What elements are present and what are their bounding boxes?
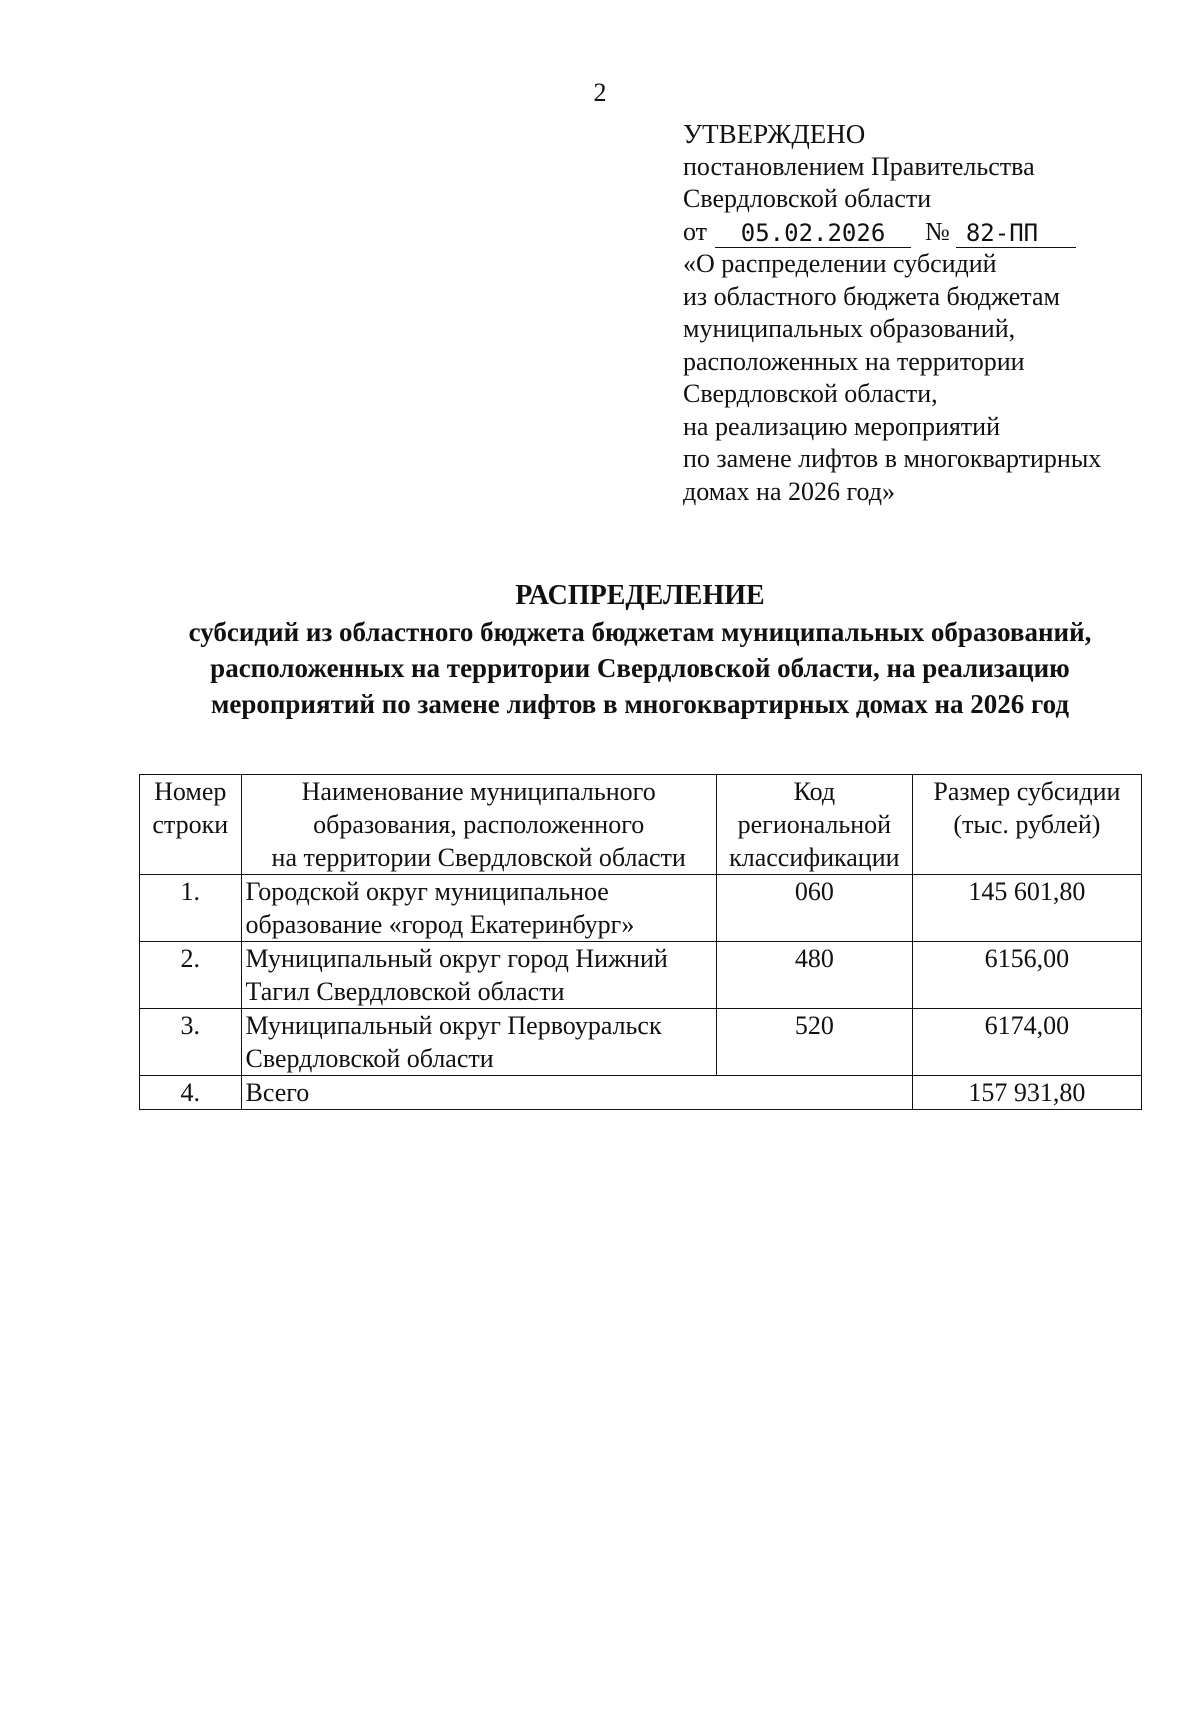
- header-subsidy-amount: Размер субсидии (тыс. рублей): [912, 775, 1141, 875]
- row-number: 3.: [140, 1009, 242, 1076]
- region-code: 060: [716, 875, 912, 942]
- title-line: мероприятий по замене лифтов в многоквартирных домах на 2026 год: [210, 689, 1070, 719]
- title-line: расположенных на территории Свердловской области, на реализацию: [210, 653, 1070, 683]
- subject-line: по замене лифтов в многоквартирных: [683, 444, 1102, 473]
- subject-line: муниципальных образований,: [683, 314, 1016, 343]
- table-header-row: [140, 775, 1142, 875]
- subject-line: на реализацию мероприятий: [683, 411, 1001, 441]
- page-number: 2: [593, 78, 607, 107]
- header-municipality-name: Наименование муниципального образования, расположенного на территории Свердловской области: [241, 775, 716, 875]
- table-total-row: [140, 1076, 1142, 1110]
- row-number: 1.: [140, 875, 242, 942]
- title-main: РАСПРЕДЕЛЕНИЕ: [515, 580, 765, 611]
- approval-line-2: Свердловской области: [683, 184, 932, 213]
- subject-line: Свердловской области,: [683, 379, 938, 408]
- municipality-name: Муниципальный округ город Нижний Тагил Свердловской области: [241, 942, 716, 1009]
- number-sign: №: [925, 216, 950, 246]
- approval-stamp-block: [683, 118, 1153, 508]
- region-code: 520: [716, 1009, 912, 1076]
- subsidy-amount: 6156,00: [912, 942, 1141, 1009]
- region-code: 480: [716, 942, 912, 1009]
- title-line: субсидий из областного бюджета бюджетам муниципальных образований,: [188, 617, 1092, 647]
- header-region-code: Код региональной классификации: [716, 775, 912, 875]
- total-label: Всего: [241, 1076, 912, 1110]
- municipality-name: Городской округ муниципальное образование «город Екатеринбург»: [241, 875, 716, 942]
- header-row-number: Номер строки: [140, 775, 242, 875]
- row-number: 4.: [140, 1076, 242, 1110]
- resolution-date: 05.02.2026: [715, 220, 911, 248]
- subject-line: домах на 2026 год»: [683, 476, 895, 506]
- date-prefix: от: [683, 216, 708, 246]
- resolution-number: 82-ПП: [956, 220, 1076, 248]
- approval-date-line: [683, 216, 1153, 249]
- total-amount: 157 931,80: [912, 1076, 1141, 1110]
- document-title: [60, 578, 1200, 722]
- subsidy-distribution-table: [139, 774, 1142, 1110]
- subject-line: из областного бюджета бюджетам: [683, 281, 1060, 311]
- row-number: 2.: [140, 942, 242, 1009]
- table-row: [140, 942, 1142, 1009]
- subject-line: «О распределении субсидий: [683, 249, 997, 278]
- subsidy-amount: 6174,00: [912, 1009, 1141, 1076]
- municipality-name: Муниципальный округ Первоуральск Свердловской области: [241, 1009, 716, 1076]
- approved-heading: УТВЕРЖДЕНО: [683, 119, 866, 149]
- approval-line-1: постановлением Правительства: [683, 151, 1035, 181]
- subsidy-amount: 145 601,80: [912, 875, 1141, 942]
- table-row: [140, 1009, 1142, 1076]
- subject-line: расположенных на территории: [683, 346, 1025, 376]
- table-row: [140, 875, 1142, 942]
